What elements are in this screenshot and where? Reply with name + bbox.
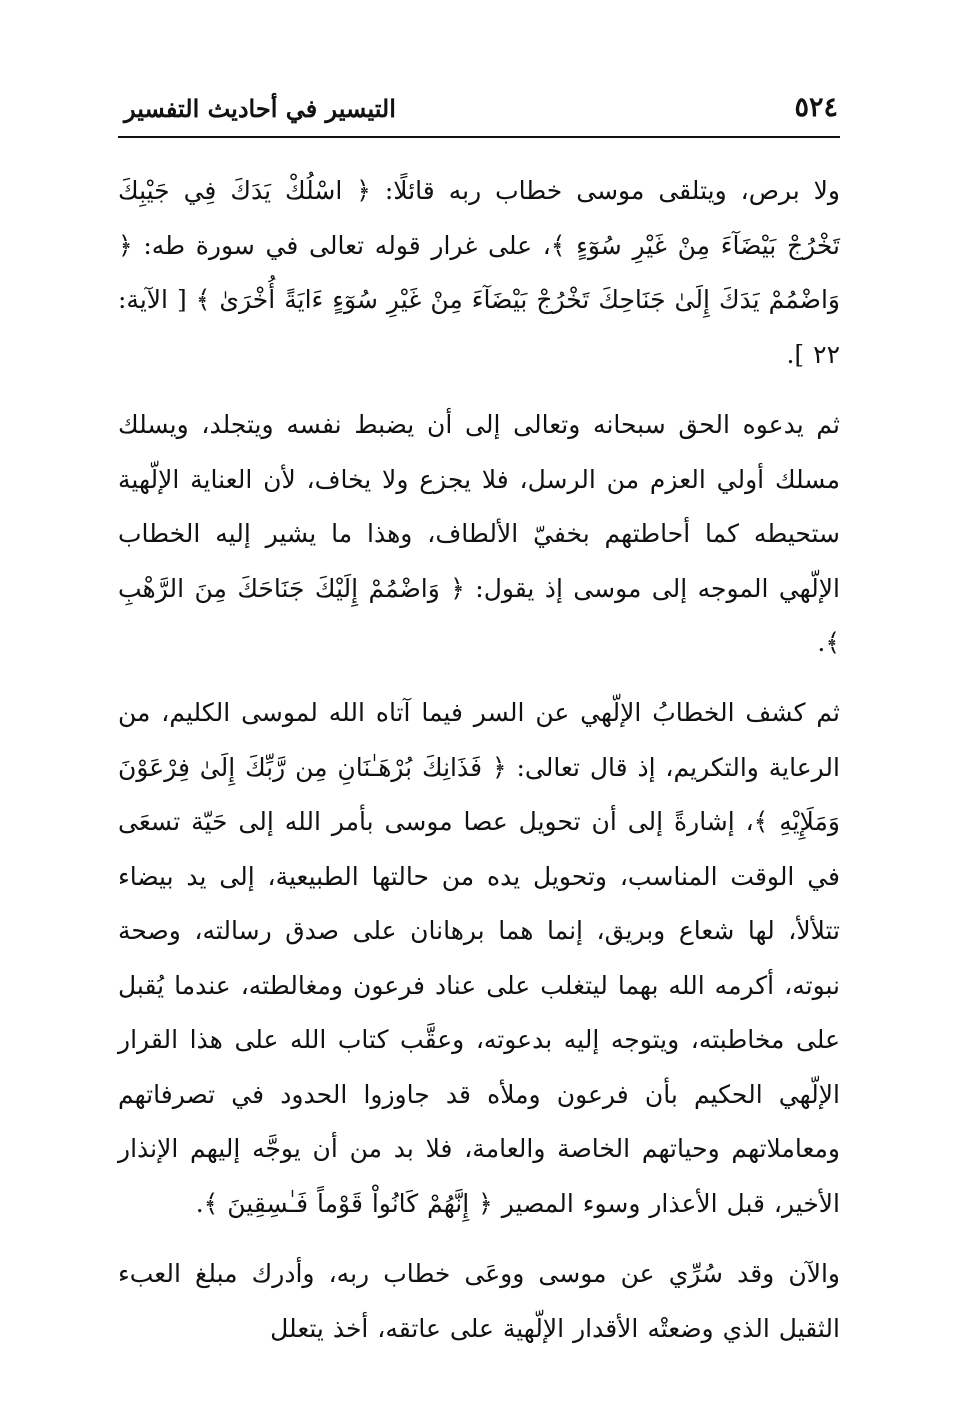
paragraph-4: والآن وقد سُرِّي عن موسى ووعَى خطاب ربه، وأدرك مبلغ العبء الثقيل الذي وضعتْه الأقدار الإلّهية على عاتقه، أخذ يتعلل bbox=[118, 1259, 840, 1343]
paragraph-3: ثم كشف الخطابُ الإلّهي عن السر فيما آتاه الله لموسى الكليم، من الرعاية والتكريم، إذ قال تعالى: ﴿ فَذَانِكَ بُرْهَـٰنَانِ مِن رَّبِّكَ إِلَىٰ فِرْعَوْنَ وَمَلَإِيْهِ ﴾، إشارةً إلى أن تحويل عصا موسى بأمر الله إلى حَيّة تسعَى في الوقت المناسب، وتحويل يده من حالتها الطبيعية، إلى يد بيضاء تتلألأ، لها شعاع وبريق، إنما هما برهانان على صدق رسالته، وصحة نبوته، أكرمه الله بهما ليتغلب على عناد فرعون ومغالطته، عندما يُقبل على مخاطبته، ويتوجه إليه بدعوته، وعقَّب كتاب الله على هذا القرار الإلّهي الحكيم بأن فرعون وملأه قد جاوزوا الحدود في تصرفاتهم ومعاملاتهم وحياتهم الخاصة والعامة، فلا بد من أن يوجَّه إليهم الإنذار الأخير، قبل الأعذار وسوء المصير ﴿ إِنَّهُمْ كَانُواْ قَوْماً فَـٰسِقِينَ ﴾. bbox=[118, 698, 840, 1218]
paragraph-2: ثم يدعوه الحق سبحانه وتعالى إلى أن يضبط نفسه ويتجلد، ويسلك مسلك أولي العزم من الرسل، فلا يجزع ولا يخاف، لأن العناية الإلّهية ستحيطه كما أحاطتهم بخفيّ الألطاف، وهذا ما يشير إليه الخطاب الإلّهي الموجه إلى موسى إذ يقول: ﴿ وَاضْمُمْ إِلَيْكَ جَنَاحَكَ مِنَ الرَّهْبِ ﴾. bbox=[118, 410, 840, 657]
paragraph-1: ولا برص، ويتلقى موسى خطاب ربه قائلًا: ﴿ اسْلُكْ يَدَكَ فِي جَيْبِكَ تَخْرُجْ بَيْضَآءَ مِنْ غَيْرِ سُوٓءٍ ﴾، على غرار قوله تعالى في سورة طه: ﴿ وَاضْمُمْ يَدَكَ إِلَىٰ جَنَاحِكَ تَخْرُجْ بَيْضَآءَ مِنْ غَيْرِ سُوٓءٍ ءَايَةً أُخْرَىٰ ﴾ [ الآية: ٢٢ ]. bbox=[118, 176, 840, 369]
book-title: التيسير في أحاديث التفسير bbox=[124, 94, 396, 123]
page-number: ٥٢٤ bbox=[794, 92, 838, 123]
body-text bbox=[118, 164, 840, 1372]
page-content bbox=[118, 88, 840, 1343]
running-header bbox=[118, 88, 840, 138]
